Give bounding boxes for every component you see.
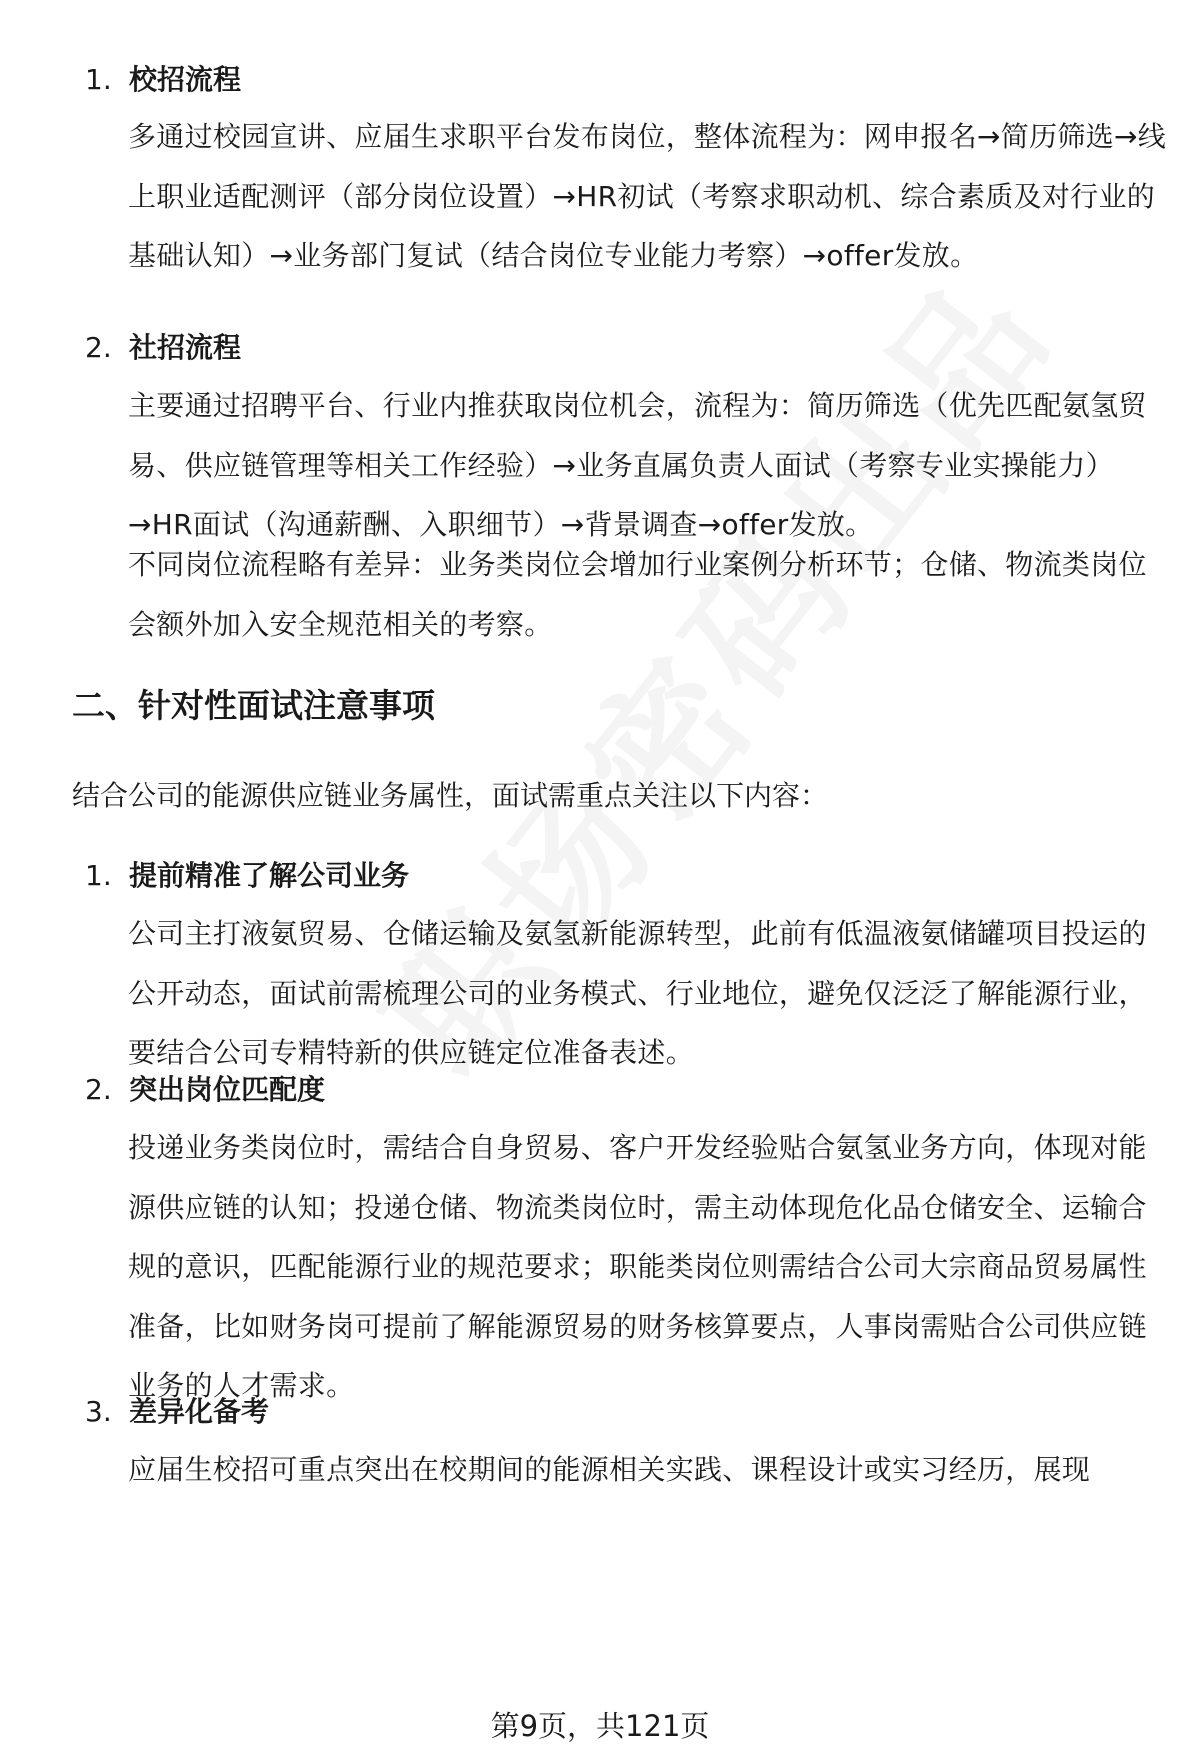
item-title: 提前精准了解公司业务 [129,859,410,892]
item-heading-social-recruitment [85,328,241,368]
item-number: 2. [85,1073,112,1106]
paragraph-understand-business: 公司主打液氨贸易、仓储运输及氨氢新能源转型，此前有低温液氨储罐项目投运的公开动态，面试前需梳理公司的业务模式、行业地位，避免仅泛泛了解能源行业，要结合公司专精特新的供应链定位准备表述。 [128,917,1147,1069]
paragraph-social-process: 主要通过招聘平台、行业内推获取岗位机会，流程为：简历筛选（优先匹配氨氢贸易、供应链管理等相关工作经验）→业务直属负责人面试（考察专业实操能力）→HR面试（沟通薪酬、入职细节）→背景调查→offer发放。 [128,389,1147,541]
paragraph-campus-process: 多通过校园宣讲、应届生求职平台发布岗位，整体流程为：网申报名→简历筛选→线上职业适配测评（部分岗位设置）→HR初试（考察求职动机、综合素质及对行业的基础认知）→业务部门复试（结合岗位专业能力考察）→offer发放。 [128,120,1167,272]
section-title: 二、针对性面试注意事项 [72,686,435,725]
item-title: 社招流程 [129,331,242,364]
paragraph-role-match: 投递业务类岗位时，需结合自身贸易、客户开发经验贴合氨氢业务方向，体现对能源供应链的认知；投递仓储、物流类岗位时，需主动体现危化品仓储安全、运输合规的意识，匹配能源行业的规范要求；职能类岗位则需结合公司大宗商品贸易属性准备，比如财务岗可提前了解能源贸易的财务核算要点，人事岗需贴合公司供应链业务的人才需求。 [128,1131,1147,1402]
item-title: 差异化备考 [129,1395,270,1428]
item-heading-understand-business [85,856,409,896]
item-number: 1. [85,859,112,892]
section-intro: 结合公司的能源供应链业务属性，面试需重点关注以下内容： [72,779,829,812]
item-number: 1. [85,63,112,96]
item-title: 突出岗位匹配度 [129,1073,326,1106]
paragraph-process-differences: 不同岗位流程略有差异：业务类岗位会增加行业案例分析环节；仓储、物流类岗位会额外加入安全规范相关的考察。 [128,548,1147,641]
paragraph-differentiated-prep: 应届生校招可重点突出在校期间的能源相关实践、课程设计或实习经历，展现 [128,1453,1091,1486]
item-heading-campus-recruitment [85,60,241,100]
item-title: 校招流程 [129,63,242,96]
item-number: 2. [85,331,112,364]
item-heading-differentiated-prep [85,1392,269,1432]
page-number-footer: 第9页，共121页 [490,1709,710,1743]
item-heading-role-match [85,1070,325,1110]
item-number: 3. [85,1395,112,1428]
